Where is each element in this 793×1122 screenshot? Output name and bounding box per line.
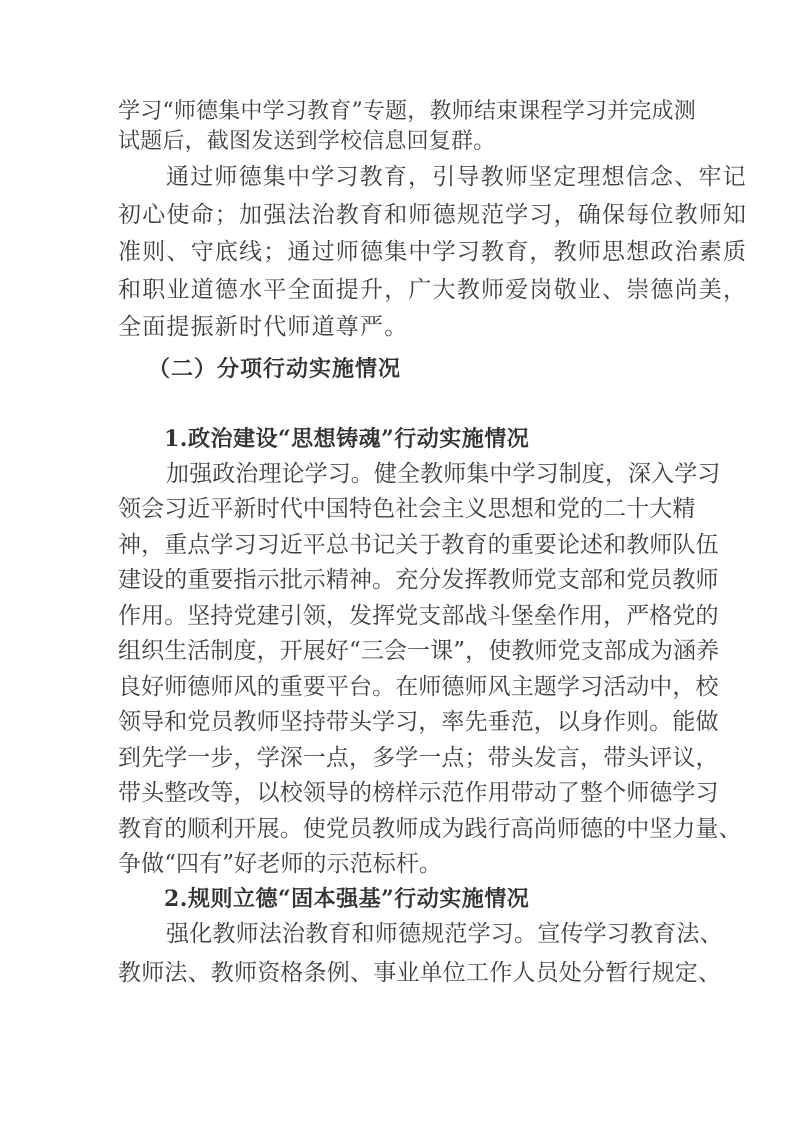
paragraph-intro-continuation	[118, 97, 696, 157]
text-line: 到先学一步，学深一点，多学一点；带头发言，带头评议，	[118, 744, 719, 771]
text-line: 试题后，截图发送到学校信息回复群。	[118, 129, 496, 154]
text-line: 良好师德师风的重要平台。在师德师风主题学习活动中，校	[118, 673, 719, 700]
text-line: 通过师德集中学习教育，引导教师坚定理想信念、牢记	[166, 164, 747, 190]
text-line: 学习“师德集中学习教育”专题，教师结束课程学习并完成测	[118, 99, 696, 124]
text-line: 带头整改等，以校领导的榜样示范作用带动了整个师德学习	[118, 780, 719, 806]
paragraph-action1	[118, 457, 742, 883]
section-heading: （二）分项行动实施情况	[148, 355, 402, 382]
action2-heading: 2.规则立德“固本强基”行动实施情况	[164, 885, 530, 912]
paragraph-action2	[118, 915, 723, 993]
text-line: 组织生活制度，开展好“三会一课”，使教师党支部成为涵养	[118, 638, 720, 664]
text-line: 领导和党员教师坚持带头学习，率先垂范，以身作则。能做	[118, 709, 719, 735]
document-body	[118, 97, 748, 993]
text-line: 加强政治理论学习。健全教师集中学习制度，深入学习	[166, 460, 721, 487]
text-line: 教师法、教师资格条例、事业单位工作人员处分暂行规定、	[118, 959, 722, 986]
text-line: 争做“四有”好老师的示范标杆。	[118, 851, 443, 877]
text-line: 全面提振新时代师道尊严。	[118, 314, 409, 340]
text-line: 作用。坚持党建引领，发挥党支部战斗堡垒作用，严格党的	[118, 602, 719, 629]
text-line: 准则、守底线；通过师德集中学习教育，教师思想政治素质	[118, 239, 748, 265]
text-line: 教育的顺利开展。使党员教师成为践行高尚师德的中坚力量、	[118, 815, 742, 842]
action1-heading: 1.政治建设“思想铸魂”行动实施情况	[164, 425, 530, 452]
text-line: 领会习近平新时代中国特色社会主义思想和党的二十大精	[118, 496, 696, 522]
text-line: 初心使命；加强法治教育和师德规范学习，确保每位教师知	[118, 201, 748, 228]
text-line: 神，重点学习习近平总书记关于教育的重要论述和教师队伍	[118, 531, 719, 558]
text-line: 和职业道德水平全面提升，广大教师爱岗敬业、崇德尚美，	[118, 276, 748, 303]
paragraph-summary	[118, 159, 748, 347]
text-line: 建设的重要指示批示精神。充分发挥教师党支部和党员教师	[118, 567, 719, 593]
text-line: 强化教师法治教育和师德规范学习。宣传学习教育法、	[166, 920, 723, 947]
